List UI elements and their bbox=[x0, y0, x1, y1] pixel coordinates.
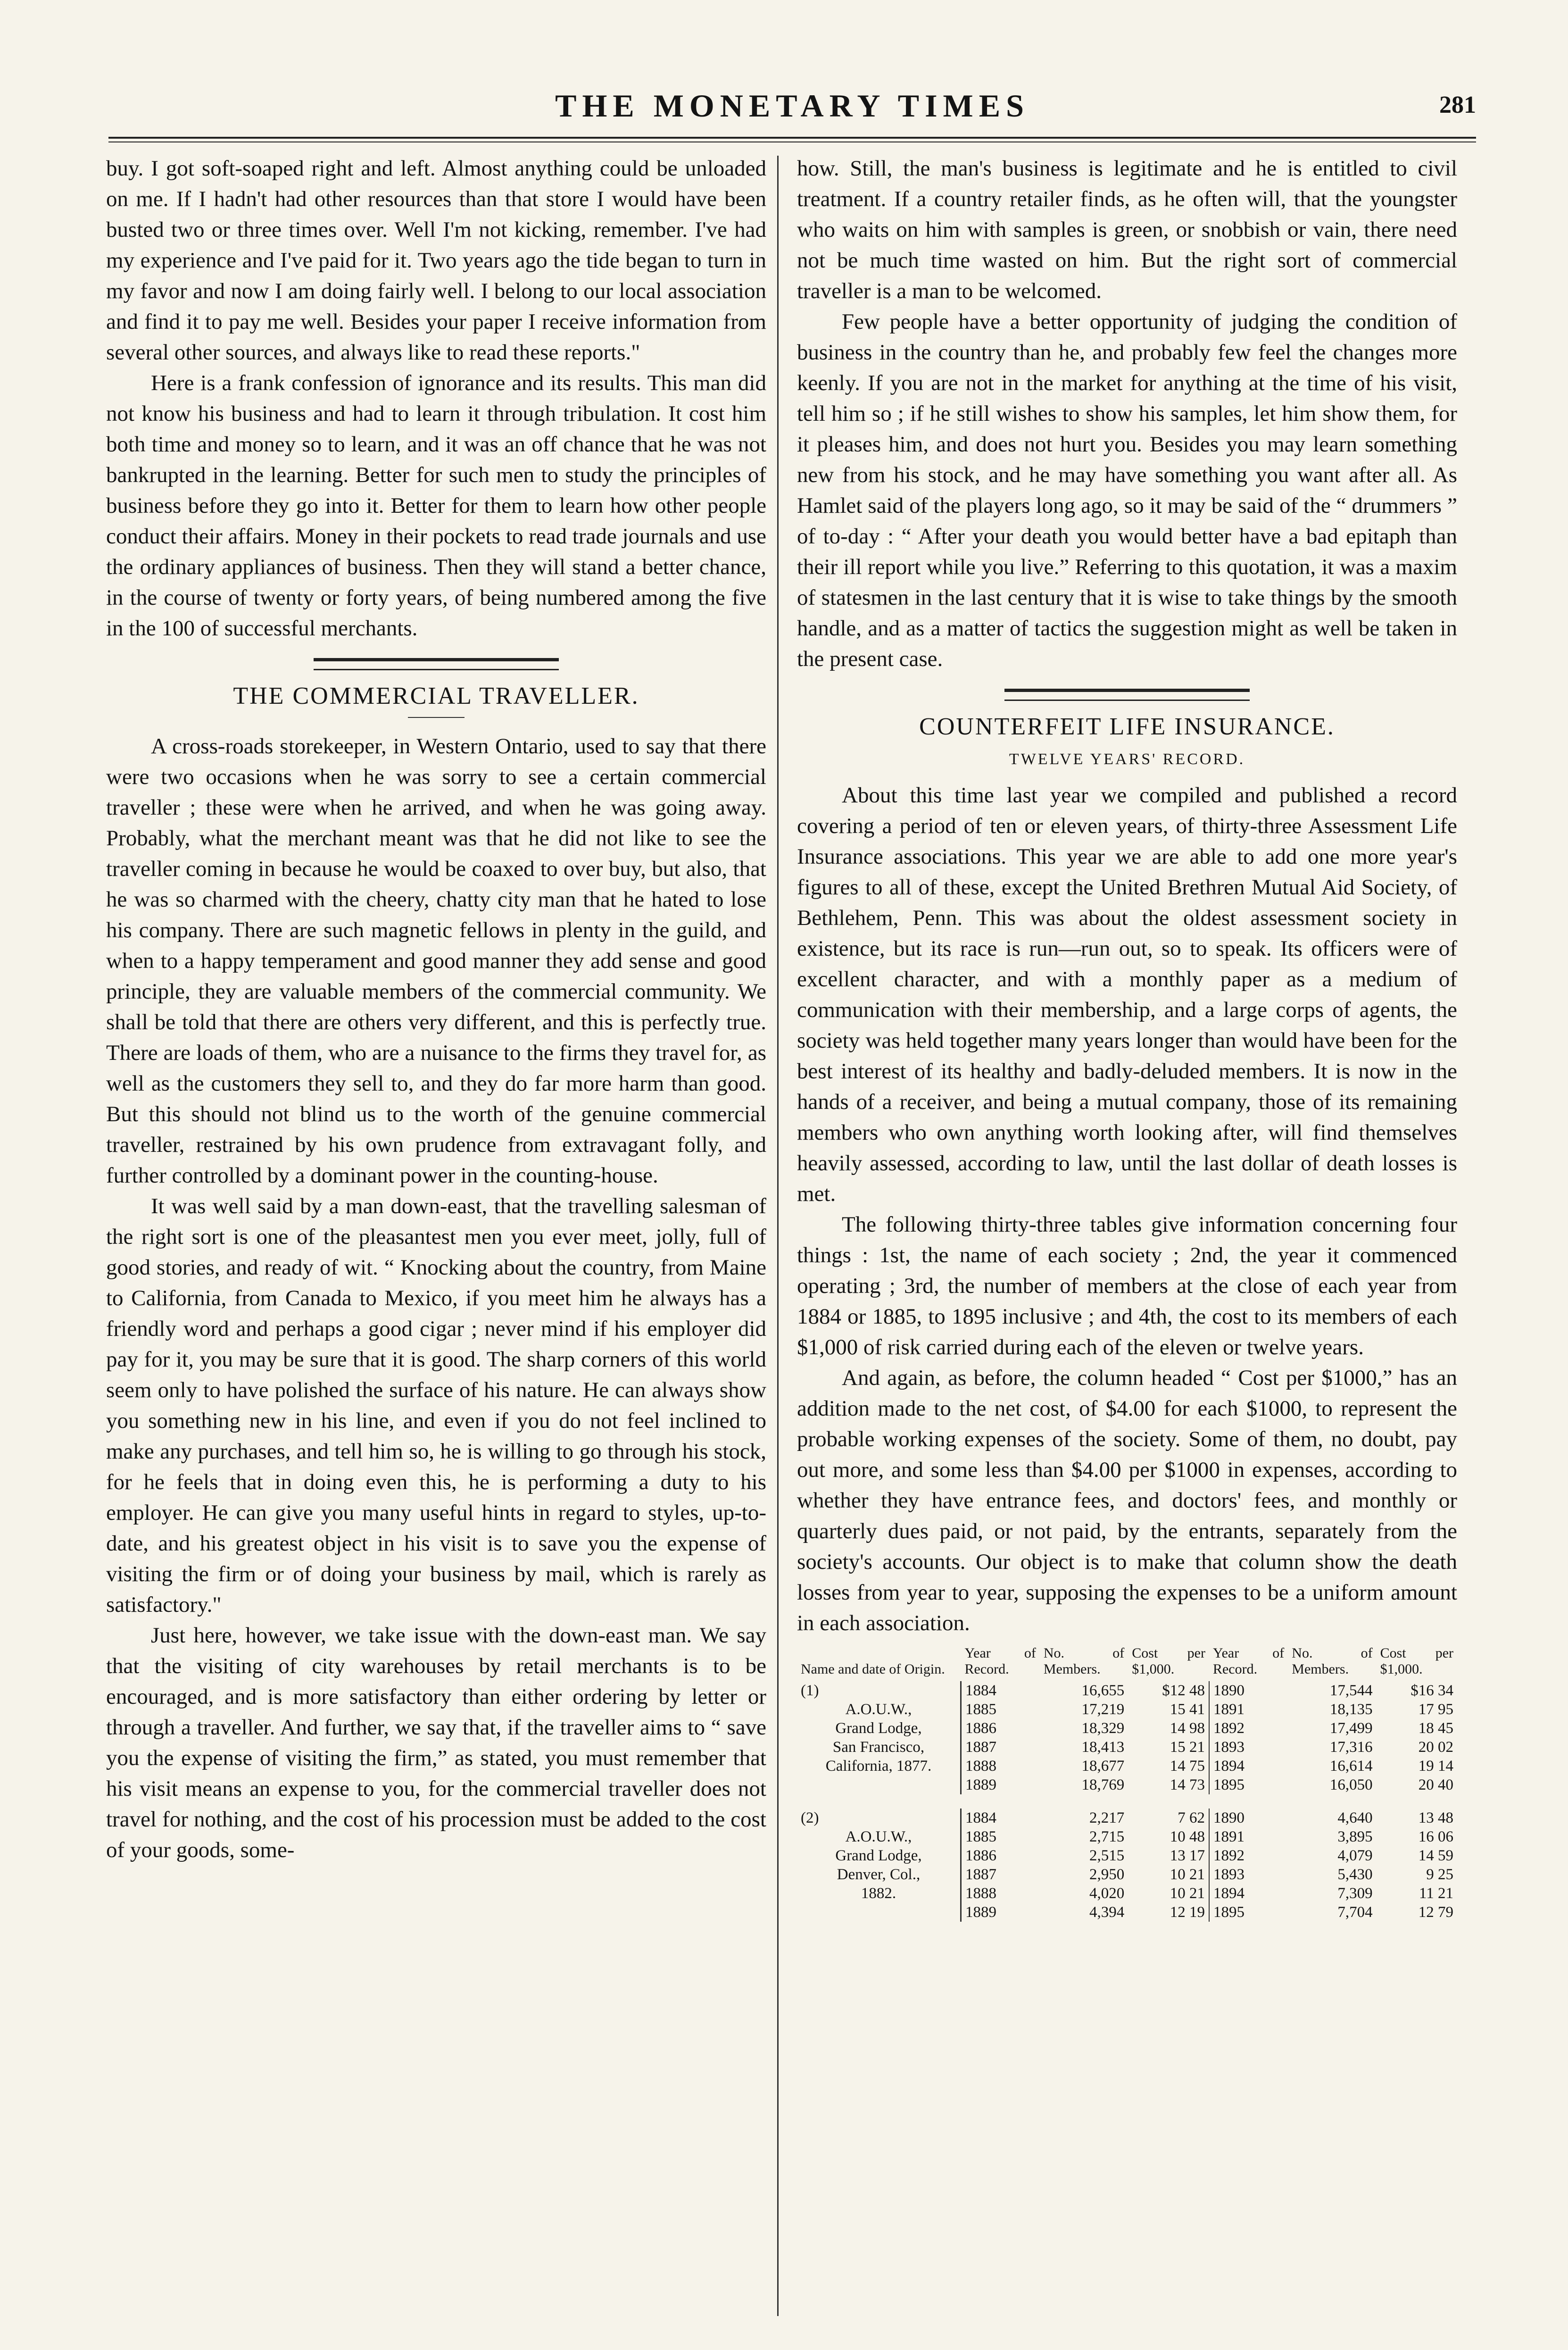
section-title-commercial-traveller: THE COMMERCIAL TRAVELLER. bbox=[233, 683, 639, 709]
society-name-cell: A.O.U.W., bbox=[845, 1828, 912, 1845]
members-cell: 17,499 bbox=[1329, 1720, 1373, 1737]
members-cell: 3,895 bbox=[1337, 1828, 1373, 1845]
year-cell: 1886 bbox=[961, 1719, 1040, 1738]
article-paragraph: The following thirty-three tables give information concerning four things : 1st, the name of each society ; 2nd, the year it commenced operating ; 3rd, the number of members at the close of each year from 1884 or 1885, to 1895 inclusive ; and 4th, the cost to its members of each $1,000 of risk carried during each of the eleven or twelve years. bbox=[797, 1212, 1457, 1359]
members-cell: 18,413 bbox=[1081, 1739, 1125, 1756]
cost-cell: 14 59 bbox=[1418, 1847, 1453, 1864]
table-row bbox=[797, 1846, 1457, 1865]
table-row bbox=[797, 1719, 1457, 1738]
members-cell: 5,430 bbox=[1337, 1866, 1373, 1883]
article-paragraph: And again, as before, the column headed “ Cost per $1000,” has an addition made to the net cost, of $4.00 for each $1000, to represent the probable working expenses of the society. Some of them, no doubt, pay out more, and some less than $4.00 per $1000 in expenses, according to whether they have entrance fees, and doctors' fees, and monthly or quarterly dues paid, or not paid, by the entrants, separately from the society's accounts. Our object is to make that column show the death losses from year to year, supposing the expenses to be a uniform amount in each association. bbox=[797, 1366, 1457, 1635]
cost-cell: 20 02 bbox=[1418, 1739, 1453, 1756]
masthead-title: THE MONETARY TIMES bbox=[555, 88, 1029, 124]
year-cell: 1893 bbox=[1209, 1738, 1288, 1757]
year-cell: 1894 bbox=[1209, 1884, 1288, 1903]
cost-cell: $16 34 bbox=[1410, 1682, 1453, 1699]
cost-cell: 15 41 bbox=[1170, 1701, 1205, 1718]
cost-cell: 13 17 bbox=[1170, 1847, 1205, 1864]
cost-cell: 16 06 bbox=[1418, 1828, 1453, 1845]
table-row bbox=[797, 1808, 1457, 1827]
insurance-statistics-table bbox=[797, 1645, 1457, 1922]
right-column bbox=[797, 153, 1457, 1922]
table-row bbox=[797, 1884, 1457, 1903]
table-group-gap bbox=[797, 1794, 1457, 1808]
cost-cell: 17 95 bbox=[1418, 1701, 1453, 1718]
members-cell: 16,614 bbox=[1329, 1758, 1373, 1775]
table-row bbox=[797, 1865, 1457, 1884]
members-cell: 2,515 bbox=[1089, 1847, 1125, 1864]
table-row bbox=[797, 1700, 1457, 1719]
table-row bbox=[797, 1827, 1457, 1846]
year-cell: 1886 bbox=[961, 1846, 1040, 1865]
table-body bbox=[797, 1681, 1457, 1922]
society-name-cell: (1) bbox=[801, 1682, 819, 1699]
society-name-cell: Denver, Col., bbox=[837, 1866, 921, 1883]
cost-cell: $12 48 bbox=[1162, 1682, 1205, 1699]
table-row bbox=[797, 1681, 1457, 1700]
members-cell: 4,394 bbox=[1089, 1904, 1125, 1921]
cost-cell: 19 14 bbox=[1418, 1758, 1453, 1775]
society-name-cell: Grand Lodge, bbox=[835, 1720, 922, 1737]
table-header: Year of Record. bbox=[964, 1645, 1036, 1677]
table-header: Name and date of Origin. bbox=[801, 1661, 945, 1677]
title-rule bbox=[408, 717, 465, 718]
article-paragraph: how. Still, the man's business is legitimate and he is entitled to civil treatment. If a country retailer finds, as he often will, that the youngster who waits on him with samples is green, or snobbish or vain, there need not be much time wasted on him. But the right sort of commercial traveller is a man to be welcomed. bbox=[797, 156, 1457, 303]
society-name-cell: California, 1877. bbox=[825, 1758, 932, 1775]
table-row bbox=[797, 1738, 1457, 1757]
cost-cell: 10 21 bbox=[1170, 1885, 1205, 1902]
cost-cell: 13 48 bbox=[1418, 1809, 1453, 1826]
year-cell: 1892 bbox=[1209, 1846, 1288, 1865]
cost-cell: 12 79 bbox=[1418, 1904, 1453, 1921]
article-paragraph: It was well said by a man down-east, that the travelling salesman of the right sort is one of the pleasantest men you ever meet, jolly, full of good stories, and ready of wit. “ Knocking about the country, from Maine to California, from Canada to Mexico, if you meet him he always has a friendly word and perhaps a good cigar ; never mind if his employer did pay for it, you may be sure that it is good. The sharp corners of this world seem only to have polished the surface of his nature. He can always show you something new in his line, and even if you do not feel inclined to make any purchases, and tell him so, he is willing to go through his stock, for he feels that in doing even this, he is performing a duty to his employer. He can give you many useful hints in regard to styles, up-to-date, and his greatest object in his visit is to save you the expense of visiting the firm or of doing your business by mail, which is rarely as satisfactory." bbox=[106, 1194, 766, 1617]
members-cell: 17,316 bbox=[1329, 1739, 1373, 1756]
year-cell: 1885 bbox=[961, 1827, 1040, 1846]
members-cell: 4,020 bbox=[1089, 1885, 1125, 1902]
cost-cell: 9 25 bbox=[1426, 1866, 1453, 1883]
members-cell: 7,309 bbox=[1337, 1885, 1373, 1902]
left-column bbox=[106, 153, 766, 1866]
table-row bbox=[797, 1757, 1457, 1775]
page-number: 281 bbox=[1439, 92, 1476, 118]
table-header: Year of Record. bbox=[1212, 1645, 1285, 1677]
table-header: Cost per $1,000. bbox=[1132, 1645, 1205, 1677]
header-rule bbox=[108, 137, 1476, 139]
society-name-cell: A.O.U.W., bbox=[845, 1701, 912, 1718]
year-cell: 1885 bbox=[961, 1700, 1040, 1719]
year-cell: 1888 bbox=[961, 1884, 1040, 1903]
year-cell: 1889 bbox=[961, 1775, 1040, 1794]
section-separator bbox=[1004, 689, 1250, 701]
article-paragraph: A cross-roads storekeeper, in Western Ontario, used to say that there were two occasions when he was sorry to see a certain commercial traveller ; these were when he arrived, and when he was going away. Probably, what the merchant meant was that he did not like to see the traveller coming in because he would be coaxed to over buy, but also, that he was so charmed with the cheery, chatty city man that he hated to lose his company. There are such magnetic fellows in plenty in the guild, and when to a happy temperament and good manner they add sense and good principle, they are valuable members of the commercial community. We shall be told that there are others very different, and this is perfectly true. There are loads of them, who are a nuisance to the firms they travel for, as well as the customers they sell to, and they do far more harm than good. But this should not blind us to the worth of the genuine commercial traveller, restrained by his own prudence from extravagant folly, and further controlled by a dominant power in the counting-house. bbox=[106, 734, 766, 1188]
cost-cell: 11 21 bbox=[1419, 1885, 1453, 1902]
cost-cell: 14 73 bbox=[1170, 1776, 1205, 1793]
article-paragraph: buy. I got soft-soaped right and left. Almost anything could be unloaded on me. If I hadn't had other resources than that store I would have been busted two or three times over. Well I'm not kicking, remember. I've had my experience and I've paid for it. Two years ago the tide began to turn in my favor and now I am doing fairly well. I belong to our local association and find it to pay me well. Besides your paper I receive information from several other sources, and always like to read these reports." bbox=[106, 156, 766, 365]
year-cell: 1893 bbox=[1209, 1865, 1288, 1884]
cost-cell: 12 19 bbox=[1170, 1904, 1205, 1921]
cost-cell: 14 75 bbox=[1170, 1758, 1205, 1775]
cost-cell: 7 62 bbox=[1178, 1809, 1205, 1826]
table-header: No. of Members. bbox=[1043, 1645, 1125, 1677]
members-cell: 4,640 bbox=[1337, 1809, 1373, 1826]
cost-cell: 14 98 bbox=[1170, 1720, 1205, 1737]
members-cell: 17,544 bbox=[1329, 1682, 1373, 1699]
cost-cell: 10 48 bbox=[1170, 1828, 1205, 1845]
members-cell: 18,329 bbox=[1081, 1720, 1125, 1737]
year-cell: 1891 bbox=[1209, 1827, 1288, 1846]
year-cell: 1895 bbox=[1209, 1903, 1288, 1922]
column-divider bbox=[777, 156, 779, 2316]
section-separator bbox=[314, 658, 559, 670]
year-cell: 1889 bbox=[961, 1903, 1040, 1922]
cost-cell: 10 21 bbox=[1170, 1866, 1205, 1883]
society-name-cell: 1882. bbox=[861, 1885, 896, 1902]
table-header: No. of Members. bbox=[1292, 1645, 1373, 1677]
gap-cell bbox=[797, 1794, 1457, 1808]
members-cell: 2,715 bbox=[1089, 1828, 1125, 1845]
year-cell: 1894 bbox=[1209, 1757, 1288, 1775]
members-cell: 16,655 bbox=[1081, 1682, 1125, 1699]
year-cell: 1888 bbox=[961, 1757, 1040, 1775]
section-subtitle: TWELVE YEARS' RECORD. bbox=[1009, 750, 1245, 768]
table-header: Cost per $1,000. bbox=[1380, 1645, 1453, 1677]
society-name-cell: San Francisco, bbox=[832, 1739, 925, 1756]
society-name-cell: Grand Lodge, bbox=[835, 1847, 922, 1864]
society-name-cell: (2) bbox=[801, 1809, 819, 1826]
article-paragraph: Here is a frank confession of ignorance and its results. This man did not know his business and had to learn it through tribulation. It cost him both time and money so to learn, and it was an off chance that he was not bankrupted in the learning. Better for such men to study the principles of business before they go into it. Better for them to learn how other people conduct their affairs. Money in their pockets to read trade journals and use the ordinary appliances of business. Then they will stand a better chance, in the course of twenty or forty years, of being numbered among the five in the 100 of successful merchants. bbox=[106, 371, 766, 641]
members-cell: 16,050 bbox=[1329, 1776, 1373, 1793]
members-cell: 7,704 bbox=[1337, 1904, 1373, 1921]
members-cell: 18,135 bbox=[1329, 1701, 1373, 1718]
year-cell: 1887 bbox=[961, 1865, 1040, 1884]
year-cell: 1890 bbox=[1209, 1681, 1288, 1700]
society-name-cell bbox=[797, 1775, 961, 1794]
article-paragraph: About this time last year we compiled and published a record covering a period of ten or eleven years, of thirty-three Assessment Life Insurance associations. This year we are able to add one more year's figures to all of these, except the United Brethren Mutual Aid Society, of Bethlehem, Penn. This was about the oldest assessment society in existence, but its race is run—run out, so to speak. Its officers were of excellent character, and with a monthly paper as a medium of communication with their membership, and a large corps of agents, the society was held together many years longer than would have been for the best interest of its healthy and badly-deluded members. It is now in the hands of a receiver, and being a mutual company, those of its remaining members who own anything worth looking after, will find themselves heavily assessed, according to law, until the last dollar of death losses is met. bbox=[797, 783, 1457, 1206]
page-header bbox=[108, 83, 1476, 134]
cost-cell: 20 40 bbox=[1418, 1776, 1453, 1793]
year-cell: 1895 bbox=[1209, 1775, 1288, 1794]
members-cell: 4,079 bbox=[1337, 1847, 1373, 1864]
year-cell: 1884 bbox=[961, 1808, 1040, 1827]
society-name-cell bbox=[797, 1903, 961, 1922]
article-paragraph: Just here, however, we take issue with the down-east man. We say that the visiting of city warehouses by retail merchants is to be encouraged, and is more satisfactory than either ordering by letter or through a traveller. And further, we say that, if the traveller aims to “ save you the expense of visiting the firm,” as stated, you must remember that his visit means an expense to you, for the commercial traveller does not travel for nothing, and the cost of his procession must be added to the cost of your goods, some- bbox=[106, 1623, 766, 1862]
year-cell: 1887 bbox=[961, 1738, 1040, 1757]
members-cell: 18,677 bbox=[1081, 1758, 1125, 1775]
cost-cell: 15 21 bbox=[1170, 1739, 1205, 1756]
members-cell: 17,219 bbox=[1081, 1701, 1125, 1718]
table-header-row bbox=[797, 1645, 1457, 1681]
cost-cell: 18 45 bbox=[1418, 1720, 1453, 1737]
year-cell: 1892 bbox=[1209, 1719, 1288, 1738]
members-cell: 2,950 bbox=[1089, 1866, 1125, 1883]
year-cell: 1890 bbox=[1209, 1808, 1288, 1827]
members-cell: 2,217 bbox=[1089, 1809, 1125, 1826]
year-cell: 1884 bbox=[961, 1681, 1040, 1700]
section-title-counterfeit-insurance: COUNTERFEIT LIFE INSURANCE. bbox=[919, 713, 1335, 740]
year-cell: 1891 bbox=[1209, 1700, 1288, 1719]
table-row bbox=[797, 1903, 1457, 1922]
table-row bbox=[797, 1775, 1457, 1794]
members-cell: 18,769 bbox=[1081, 1776, 1125, 1793]
article-paragraph: Few people have a better opportunity of judging the condition of business in the country than he, and probably few feel the changes more keenly. If you are not in the market for anything at the time of his visit, tell him so ; if he still wishes to show his samples, let him show them, for it pleases him, and does not hurt you. Besides you may learn something new from his stock, and he may have something you want after all. As Hamlet said of the players long ago, so it may be said of the “ drummers ” of to-day : “ After your death you would better have a bad epitaph than their ill report while you live.” Referring to this quotation, it was a maxim of statesmen in the last century that it is wise to take things by the smooth handle, and as a matter of tactics the suggestion might as well be taken in the present case. bbox=[797, 309, 1457, 671]
